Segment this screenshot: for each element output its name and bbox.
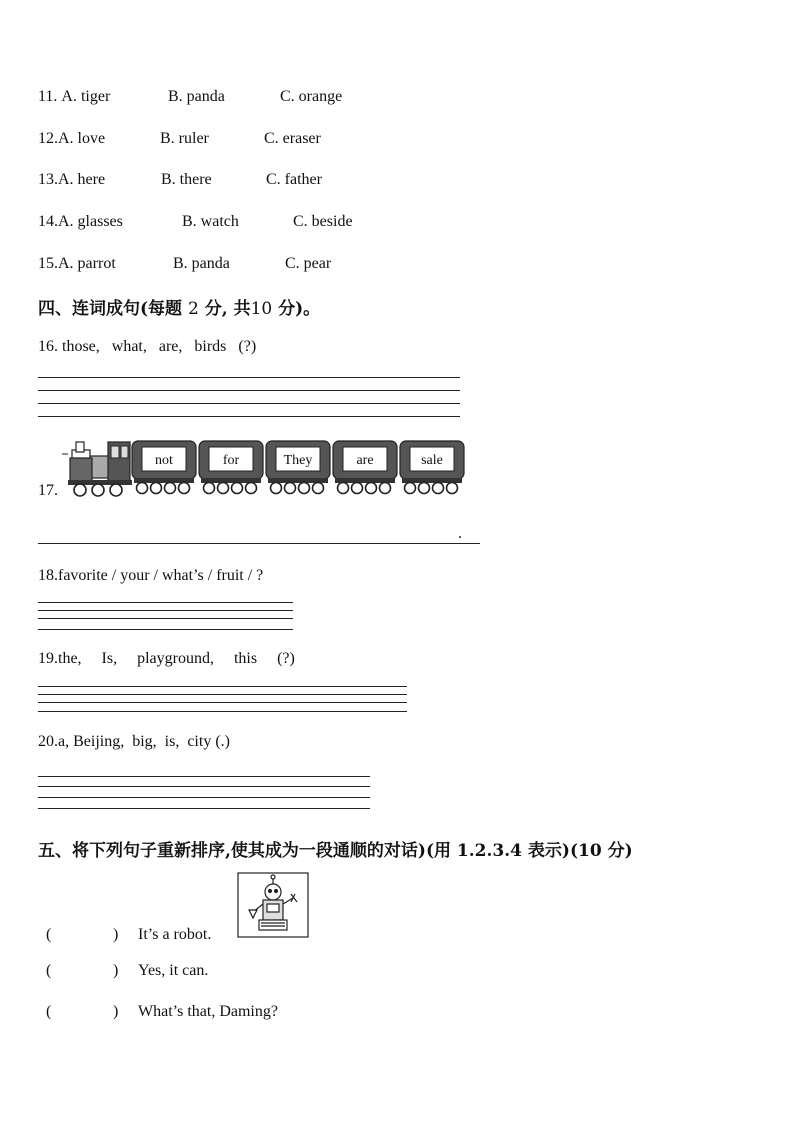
- scrambled-words: a, Beijing, big, is, city (.): [58, 733, 230, 750]
- wheel-icon: [246, 483, 257, 494]
- wheel-icon: [433, 483, 444, 494]
- question-11: [38, 88, 110, 106]
- question-19: [38, 650, 295, 668]
- question-number: 19.: [38, 650, 58, 667]
- option-c: C. eraser: [264, 130, 321, 147]
- train-car: [400, 441, 464, 494]
- question-20: [38, 733, 230, 751]
- question-14: [38, 213, 123, 231]
- wheel-icon: [419, 483, 430, 494]
- question-number: 15.: [38, 255, 58, 272]
- answer-paren-open[interactable]: (: [46, 926, 52, 943]
- train-car: [132, 441, 196, 494]
- section-5-heading: 五、将下列句子重新排序,使其成为一段通顺的对话)(用 1.2.3.4 表示)(10 分): [38, 841, 633, 861]
- question-12: [38, 130, 105, 148]
- train-car-word: They: [283, 453, 313, 468]
- answer-paren-open[interactable]: (: [46, 962, 52, 979]
- option-a: A. glasses: [58, 213, 123, 230]
- dialog-text: It’s a robot.: [138, 926, 212, 943]
- scrambled-words: favorite / your / what’s / fruit / ?: [58, 567, 264, 584]
- question-15: [38, 255, 116, 273]
- question-16: [38, 338, 256, 356]
- option-b: B. ruler: [160, 130, 209, 147]
- question-17-number: 17.: [38, 482, 58, 499]
- scrambled-words: the, Is, playground, this (?): [58, 650, 295, 667]
- train-car-word: for: [222, 453, 240, 468]
- wheel-icon: [271, 483, 282, 494]
- train-car: [333, 441, 397, 494]
- scrambled-words: those, what, are, birds (?): [62, 338, 257, 355]
- wheel-icon: [179, 483, 190, 494]
- answer-paren-close[interactable]: ): [113, 962, 119, 979]
- answer-paren-close[interactable]: ): [113, 1003, 119, 1020]
- option-b: B. panda: [168, 88, 225, 105]
- train-car: [266, 441, 330, 494]
- wheel-icon: [447, 483, 458, 494]
- wheel-icon: [165, 483, 176, 494]
- answer-paren-close[interactable]: ): [113, 926, 119, 943]
- dialog-text: Yes, it can.: [138, 962, 209, 979]
- option-a: A. tiger: [61, 88, 111, 105]
- wheel-icon: [366, 483, 377, 494]
- option-a: A. love: [58, 130, 106, 147]
- train-car-word: sale: [421, 453, 443, 468]
- wheel-icon: [204, 483, 215, 494]
- option-c: C. pear: [285, 255, 332, 272]
- question-number: 20.: [38, 733, 58, 750]
- robot-image: [237, 872, 309, 938]
- option-c: C. orange: [280, 88, 343, 105]
- question-number: 12.: [38, 130, 58, 147]
- train-car-word: not: [155, 453, 173, 468]
- question-number: 18.: [38, 567, 58, 584]
- wheel-icon: [285, 483, 296, 494]
- option-c: C. father: [266, 171, 322, 188]
- end-mark: .: [458, 525, 462, 542]
- wheel-icon: [218, 483, 229, 494]
- wheel-icon: [313, 483, 324, 494]
- question-number: 14.: [38, 213, 58, 230]
- wheel-icon: [405, 483, 416, 494]
- option-b: B. panda: [173, 255, 230, 272]
- option-c: C. beside: [293, 213, 353, 230]
- train-car: [199, 441, 263, 494]
- train-car-word: are: [356, 453, 374, 468]
- wheel-icon: [338, 483, 349, 494]
- wheel-icon: [232, 483, 243, 494]
- wheel-icon: [352, 483, 363, 494]
- wheel-icon: [137, 483, 148, 494]
- question-number: 13.: [38, 171, 58, 188]
- question-number: 16.: [38, 338, 58, 355]
- option-a: A. here: [58, 171, 106, 188]
- locomotive-icon: [62, 442, 132, 496]
- answer-paren-open[interactable]: (: [46, 1003, 52, 1020]
- option-b: B. there: [161, 171, 212, 188]
- question-18: [38, 567, 263, 585]
- wheel-icon: [380, 483, 391, 494]
- wheel-icon: [151, 483, 162, 494]
- wheel-icon: [299, 483, 310, 494]
- section-4-heading: 四、连词成句(每题 2 分, 共10 分)。: [38, 299, 321, 319]
- question-13: [38, 171, 105, 189]
- option-b: B. watch: [182, 213, 239, 230]
- dialog-text: What’s that, Daming?: [138, 1003, 278, 1020]
- option-a: A. parrot: [58, 255, 116, 272]
- question-number: 11.: [38, 88, 58, 105]
- train-image: [60, 436, 470, 500]
